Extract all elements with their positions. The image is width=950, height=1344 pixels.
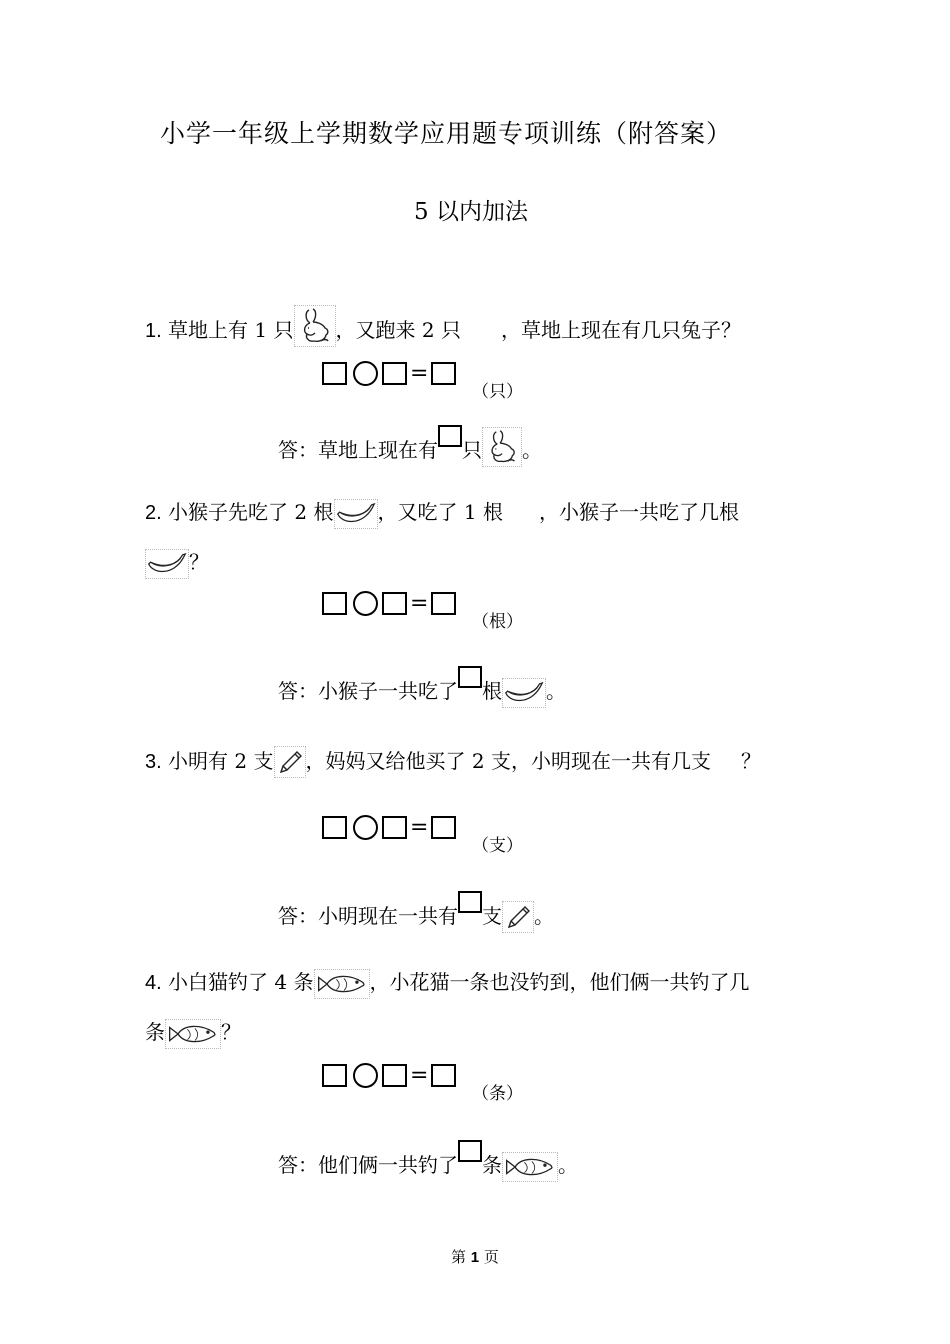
answer-box[interactable]: [322, 1064, 347, 1087]
fish-icon: [314, 969, 370, 999]
section-subtitle: 5 以内加法: [414, 199, 528, 225]
answer-box[interactable]: [438, 425, 462, 447]
equation-2: [322, 591, 456, 616]
equation-1: [322, 361, 456, 386]
question-1-text: [145, 305, 741, 347]
question-3-part2: ，妈妈又给他买了 2 支，小明现在一共有几支: [305, 749, 711, 773]
answer-box[interactable]: [458, 666, 482, 688]
answer-3-prefix: 答：小明现在一共有: [278, 904, 458, 928]
equals-sign: =: [410, 1062, 429, 1088]
question-3-part1: 小明有 2 支: [168, 749, 274, 773]
document-title: 小学一年级上学期数学应用题专项训练（附答案）: [160, 119, 733, 148]
equation-4: [322, 1063, 456, 1088]
rabbit-icon: [482, 427, 522, 467]
pencil-icon: [274, 746, 306, 778]
page-number: 1: [470, 1249, 480, 1266]
question-4-number: 4.: [145, 972, 162, 994]
equation-3: [322, 815, 456, 840]
fish-icon: [165, 1019, 221, 1049]
answer-2-line: [278, 666, 566, 708]
answer-1-measure: 只: [462, 438, 482, 462]
question-2-part4: ？: [189, 550, 209, 574]
question-2-part1: 小猴子先吃了 2 根: [168, 500, 334, 524]
question-2-part3: ，小猴子一共吃了几根: [538, 500, 739, 524]
pencil-icon: [502, 901, 534, 933]
answer-4-line: [278, 1140, 578, 1182]
answer-1-line: [278, 425, 542, 467]
question-3-part3: ？: [740, 749, 761, 773]
operator-circle[interactable]: [353, 815, 378, 840]
footer-suffix: 页: [483, 1248, 499, 1266]
question-4-text-cont: [145, 1018, 241, 1049]
unit-label-1: （只）: [472, 382, 523, 402]
answer-1-prefix: 答：草地上现在有: [278, 438, 438, 462]
unit-label-4: （条）: [472, 1084, 523, 1104]
operator-circle[interactable]: [353, 1063, 378, 1088]
answer-3-line: [278, 891, 554, 933]
operator-circle[interactable]: [353, 361, 378, 386]
question-4-part4: ？: [221, 1020, 241, 1044]
answer-box[interactable]: [382, 362, 407, 385]
answer-3-end: 。: [534, 904, 554, 928]
answer-4-prefix: 答：他们俩一共钓了: [278, 1153, 458, 1177]
answer-box[interactable]: [458, 891, 482, 913]
unit-label-2: （根）: [472, 612, 523, 632]
answer-4-end: 。: [558, 1153, 578, 1177]
answer-1-end: 。: [522, 438, 542, 462]
answer-2-end: 。: [546, 679, 566, 703]
rabbit-icon: [294, 305, 336, 347]
unit-label-3: （支）: [472, 836, 523, 856]
answer-4-measure: 条: [482, 1153, 502, 1177]
operator-circle[interactable]: [353, 591, 378, 616]
answer-box[interactable]: [431, 592, 456, 615]
answer-box[interactable]: [382, 1064, 407, 1087]
question-1-number: 1.: [145, 320, 162, 342]
answer-box[interactable]: [431, 816, 456, 839]
question-3-number: 3.: [145, 751, 162, 773]
question-2-number: 2.: [145, 502, 162, 524]
question-2-part2: ，又吃了 1 根: [377, 500, 503, 524]
answer-box[interactable]: [431, 362, 456, 385]
footer-prefix: 第: [451, 1248, 467, 1266]
question-1-part3: ，草地上现在有几只兔子？: [500, 318, 741, 342]
question-3-text: [145, 746, 761, 778]
answer-box[interactable]: [322, 362, 347, 385]
page-footer: [451, 1246, 499, 1267]
question-1-part1: 草地上有 1 只: [168, 318, 294, 342]
answer-2-prefix: 答：小猴子一共吃了: [278, 679, 458, 703]
banana-icon: [502, 678, 546, 708]
equals-sign: =: [410, 360, 429, 386]
question-2-text-cont: [145, 548, 209, 579]
question-4-part1: 小白猫钓了 4 条: [168, 970, 314, 994]
question-4-part2: ，小花猫一条也没钓到，他们俩一共钓了几: [369, 970, 750, 994]
equals-sign: =: [410, 590, 429, 616]
question-4-text: [145, 968, 750, 999]
answer-box[interactable]: [458, 1140, 482, 1162]
fish-icon: [502, 1152, 558, 1182]
answer-box[interactable]: [322, 592, 347, 615]
question-1-part2: ，又跑来 2 只: [335, 318, 461, 342]
answer-2-measure: 根: [482, 679, 502, 703]
answer-box[interactable]: [431, 1064, 456, 1087]
equals-sign: =: [410, 814, 429, 840]
banana-icon: [145, 549, 189, 579]
answer-box[interactable]: [322, 816, 347, 839]
question-2-text: [145, 498, 739, 529]
answer-3-measure: 支: [482, 904, 502, 928]
answer-box[interactable]: [382, 816, 407, 839]
question-4-part3: 条: [145, 1020, 165, 1044]
answer-box[interactable]: [382, 592, 407, 615]
banana-icon: [334, 499, 378, 529]
